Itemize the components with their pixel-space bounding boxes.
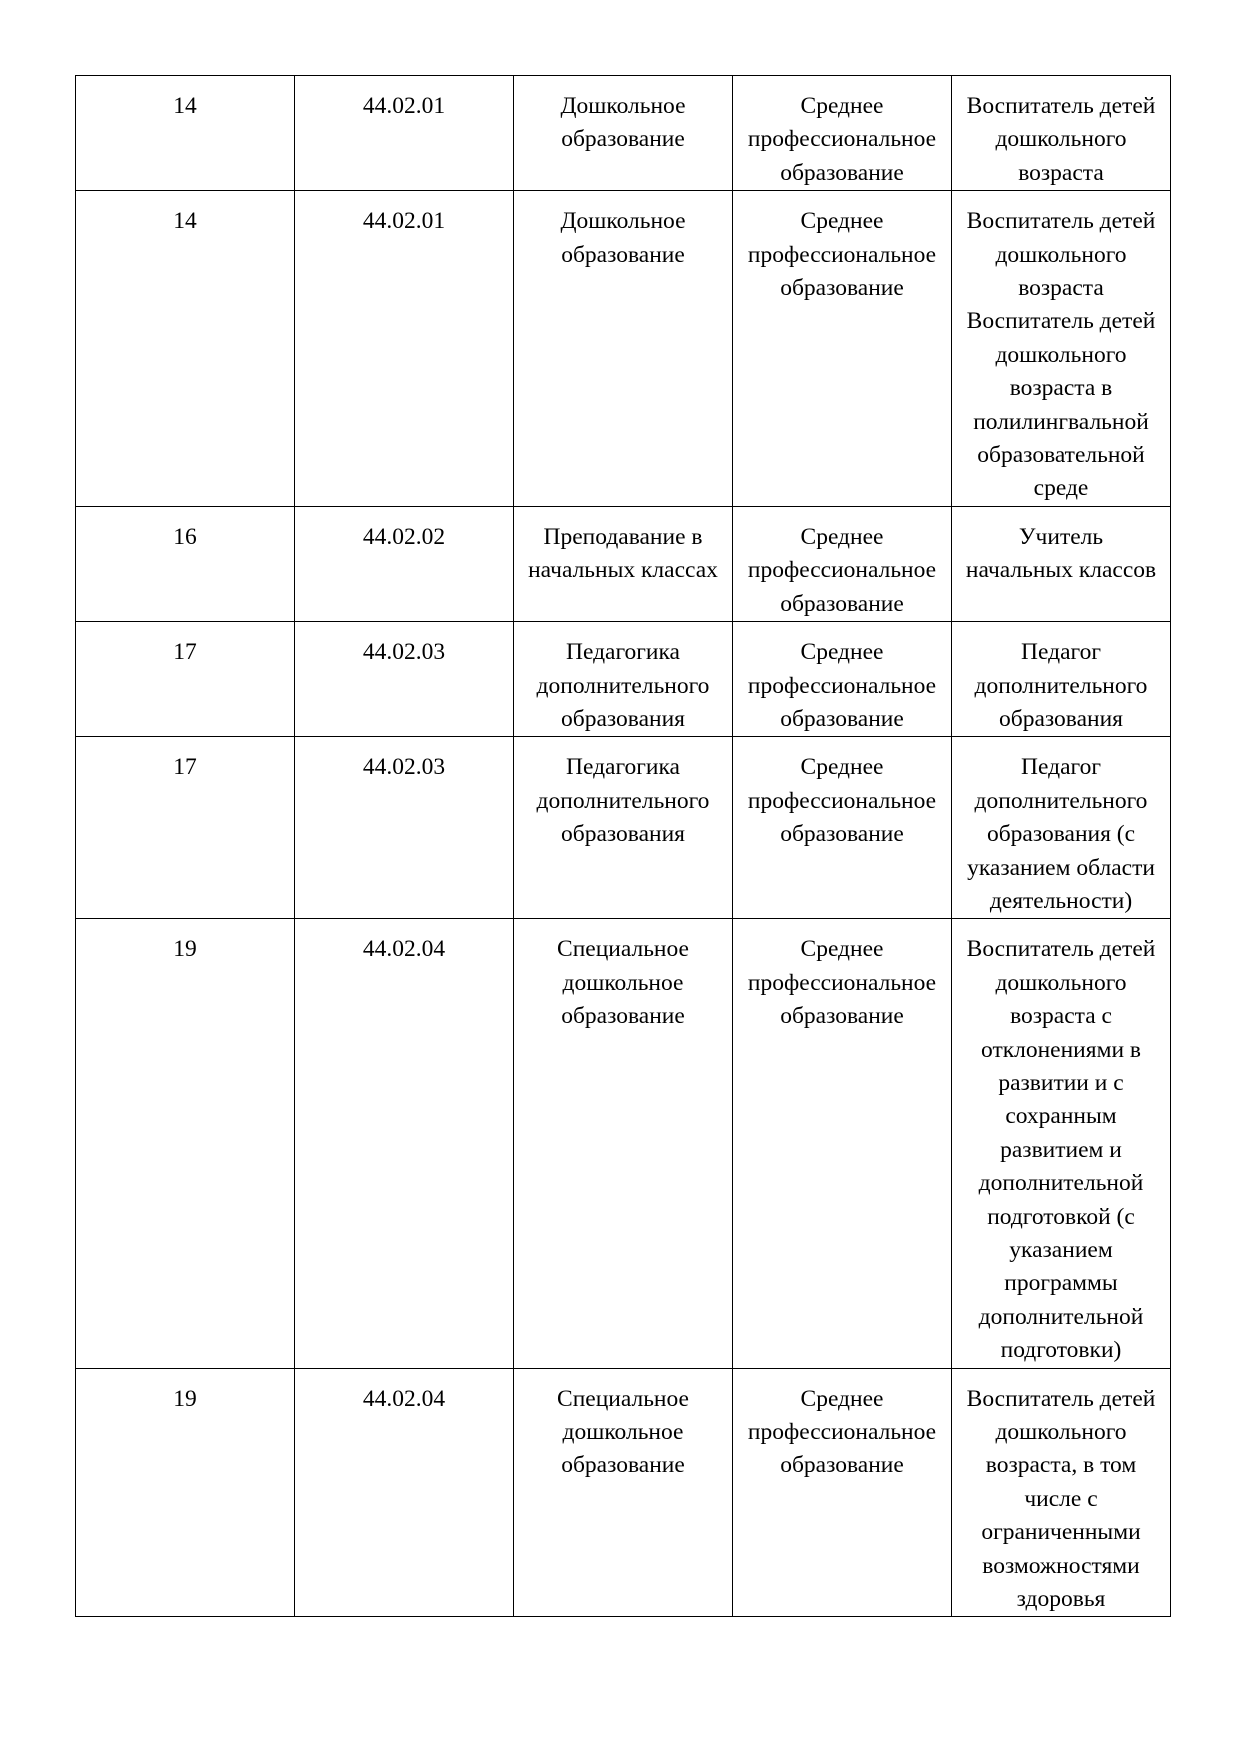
cell-text-line: образование [561, 1003, 685, 1030]
code-cell: 44.02.03 [295, 737, 514, 919]
cell-text-line: ограниченными [981, 1519, 1141, 1546]
row-number-cell: 17 [76, 737, 295, 919]
cell-text-line: дошкольного [995, 241, 1127, 268]
table-row [76, 622, 1171, 737]
cell-text-line: дополнительного [974, 787, 1148, 814]
cell-text-line: отклонениями в [981, 1036, 1141, 1063]
row-number-cell: 19 [76, 919, 295, 1368]
cell-text-line: дошкольного [995, 126, 1127, 153]
cell-text-line: возраста, в том [985, 1452, 1137, 1479]
qualification-cell [952, 76, 1171, 191]
cell-text-line: дополнительного [974, 672, 1148, 699]
code-cell: 44.02.01 [295, 191, 514, 507]
education-level-cell [733, 1368, 952, 1617]
qualification-cell [952, 191, 1171, 507]
cell-text-line: развитии и с [998, 1069, 1124, 1096]
specialties-table [75, 75, 1171, 1617]
education-level-cell [733, 506, 952, 621]
cell-text-line: профессиональное [747, 672, 937, 699]
cell-text-line: образования [561, 821, 685, 848]
cell-text-line: образование [561, 241, 685, 268]
cell-text-line: возраста [1018, 275, 1104, 302]
education-level-cell [733, 737, 952, 919]
cell-text-line: возраста с [1010, 1003, 1112, 1030]
qualification-cell [952, 737, 1171, 919]
cell-text-line: возраста [1018, 159, 1104, 186]
cell-text-line: дошкольного [995, 969, 1127, 996]
education-level-cell [733, 191, 952, 507]
cell-text-line: Педагогика [566, 639, 680, 666]
cell-text-line: деятельности) [989, 887, 1133, 914]
code-cell: 44.02.02 [295, 506, 514, 621]
row-number-cell: 16 [76, 506, 295, 621]
cell-text-line: подготовки) [1000, 1337, 1122, 1364]
cell-text-line: Среднее [800, 936, 884, 963]
cell-text-line: Педагогика [566, 754, 680, 781]
cell-text-line: Педагог [1021, 639, 1101, 666]
cell-text-line: сохранным [1005, 1103, 1117, 1130]
specialty-cell [514, 1368, 733, 1617]
cell-text-line: Воспитатель детей [966, 208, 1156, 235]
cell-text-line: образования (с [986, 821, 1136, 848]
qualification-cell [952, 506, 1171, 621]
row-number-cell: 19 [76, 1368, 295, 1617]
cell-text-line: образование [780, 705, 904, 732]
cell-text-line: числе с [1024, 1485, 1098, 1512]
cell-text-line: возможностями [982, 1552, 1140, 1579]
cell-text-line: здоровья [1016, 1586, 1106, 1613]
cell-text-line: Специальное [557, 936, 689, 963]
cell-text-line: Воспитатель детей [966, 1385, 1156, 1412]
cell-text-line: образование [561, 1452, 685, 1479]
education-level-cell [733, 919, 952, 1368]
qualification-cell [952, 622, 1171, 737]
cell-text-line: Среднее [800, 523, 884, 550]
cell-text-line: программы [1004, 1270, 1118, 1297]
cell-text-line: Среднее [800, 93, 884, 119]
qualification-cell [952, 919, 1171, 1368]
cell-text-line: начальных классов [965, 557, 1157, 584]
cell-text-line: профессиональное [747, 787, 937, 814]
table-row [76, 919, 1171, 1368]
cell-text-line: профессиональное [747, 557, 937, 584]
table-row [76, 76, 1171, 191]
cell-text-line: Дошкольное [560, 208, 686, 235]
cell-text-line: дошкольное [562, 969, 684, 996]
specialty-cell [514, 919, 733, 1368]
cell-text-line: дополнительной [978, 1170, 1144, 1197]
code-cell: 44.02.03 [295, 622, 514, 737]
cell-text-line: Специальное [557, 1385, 689, 1412]
row-number-cell: 14 [76, 76, 295, 191]
cell-text-line: дошкольного [995, 1419, 1127, 1446]
cell-text-line: образование [780, 590, 904, 617]
cell-text-line: дополнительной [978, 1303, 1144, 1330]
cell-text-line: профессиональное [747, 969, 937, 996]
cell-text-line: Учитель [1018, 523, 1104, 550]
cell-text-line: Преподавание в [543, 523, 703, 550]
cell-text-line: профессиональное [747, 126, 937, 153]
cell-text-line: указанием области [967, 854, 1155, 881]
cell-text-line: Педагог [1021, 754, 1101, 781]
cell-text-line: профессиональное [747, 1419, 937, 1446]
cell-text-line: образование [780, 821, 904, 848]
table-row [76, 506, 1171, 621]
table-row [76, 1368, 1171, 1617]
cell-text-line: развитием и [1000, 1136, 1122, 1163]
cell-text-line: дополнительного [536, 787, 710, 814]
cell-text-line: профессиональное [747, 241, 937, 268]
specialty-cell [514, 191, 733, 507]
cell-text-line: образования [999, 705, 1123, 732]
cell-text-line: образование [780, 1003, 904, 1030]
code-cell: 44.02.04 [295, 1368, 514, 1617]
cell-text-line: подготовкой (с [987, 1203, 1135, 1230]
cell-text-line: образование [780, 159, 904, 186]
education-level-cell [733, 76, 952, 191]
cell-text-line: Среднее [800, 639, 884, 666]
cell-text-line: Среднее [800, 208, 884, 235]
cell-text-line: образовательной [977, 442, 1145, 469]
cell-text-line: образования [561, 705, 685, 732]
code-cell: 44.02.01 [295, 76, 514, 191]
cell-text-line: указанием [1009, 1237, 1113, 1263]
cell-text-line: Дошкольное [560, 93, 686, 119]
row-number-cell: 14 [76, 191, 295, 507]
qualification-cell [952, 1368, 1171, 1617]
cell-text-line: дошкольное [562, 1419, 684, 1446]
cell-text-line: образование [780, 1452, 904, 1479]
cell-text-line: дополнительного [536, 672, 710, 699]
cell-text-line: возраста в [1009, 375, 1113, 402]
code-cell: 44.02.04 [295, 919, 514, 1368]
education-level-cell [733, 622, 952, 737]
cell-text-line: Воспитатель детей [966, 93, 1156, 119]
cell-text-line: дошкольного [995, 341, 1127, 368]
cell-text-line: Воспитатель детей [966, 308, 1156, 335]
specialty-cell [514, 506, 733, 621]
specialty-cell [514, 622, 733, 737]
cell-text-line: образование [561, 126, 685, 153]
cell-text-line: образование [780, 275, 904, 302]
row-number-cell: 17 [76, 622, 295, 737]
specialty-cell [514, 737, 733, 919]
cell-text-line: начальных классах [528, 557, 718, 584]
cell-text-line: полилингвальной [973, 408, 1149, 435]
cell-text-line: Воспитатель детей [966, 936, 1156, 963]
specialty-cell [514, 76, 733, 191]
cell-text-line: Среднее [800, 1385, 884, 1412]
table-row [76, 737, 1171, 919]
table-row [76, 191, 1171, 507]
cell-text-line: Среднее [800, 754, 884, 781]
cell-text-line: среде [1033, 475, 1089, 502]
